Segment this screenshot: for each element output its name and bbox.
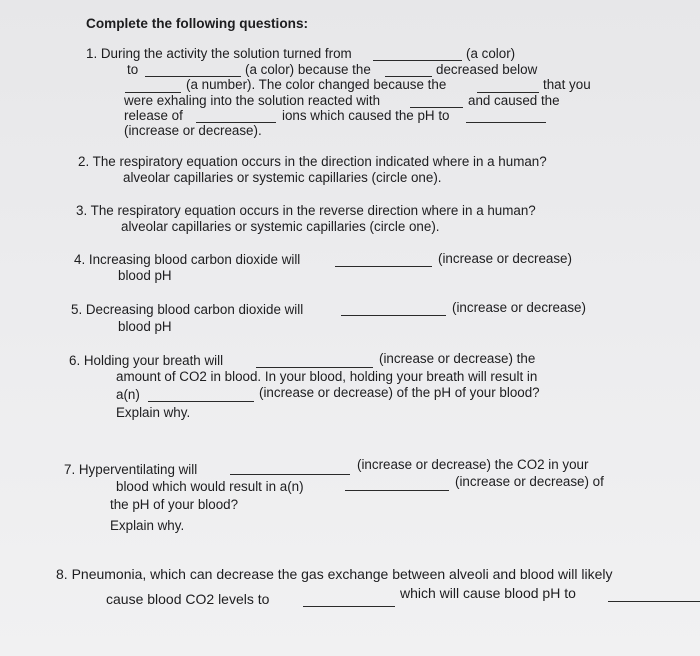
- q1-line3-text: (a number). The color changed because the: [186, 77, 447, 92]
- q6-line1-hint: (increase or decrease) the: [379, 351, 536, 366]
- q1-line3-end: that you: [543, 77, 591, 92]
- q2-line2: alveolar capillaries or systemic capillaries (circle one).: [123, 170, 442, 185]
- q5-line2: blood pH: [118, 319, 172, 334]
- q5-answer-blank[interactable]: [341, 315, 446, 316]
- q4-answer-blank[interactable]: [335, 266, 432, 267]
- q4-line1-hint: (increase or decrease): [438, 251, 572, 266]
- q8-line2-text: cause blood CO2 levels to: [106, 591, 270, 607]
- q7-line1-hint: (increase or decrease) the CO2 in your: [357, 457, 589, 472]
- q3-line1: 3. The respiratory equation occurs in the reverse direction where in a human?: [76, 203, 536, 218]
- q1-line5-text: release of: [124, 108, 183, 123]
- q6-line4: Explain why.: [116, 405, 191, 420]
- q1-line5-mid: ions which caused the pH to: [282, 108, 450, 123]
- q1-ph-change-blank[interactable]: [466, 122, 546, 123]
- q6-line2: amount of CO2 in blood. In your blood, holding your breath will result in: [116, 369, 538, 384]
- q1-line1-hint: (a color): [466, 46, 516, 61]
- q4-line1-text: 4. Increasing blood carbon dioxide will: [74, 252, 301, 267]
- q5-line1-hint: (increase or decrease): [452, 300, 586, 315]
- q8-line2-mid: which will cause blood pH to: [400, 585, 576, 601]
- q1-line1-text: 1. During the activity the solution turned from: [86, 46, 352, 61]
- q1-line6-text: (increase or decrease).: [124, 123, 262, 138]
- q7-line1-text: 7. Hyperventilating will: [64, 462, 198, 477]
- worksheet-title: Complete the following questions:: [86, 16, 309, 31]
- q1-color-start-blank[interactable]: [373, 60, 462, 61]
- q6-line3-text: a(n): [116, 387, 140, 402]
- q6-line1-text: 6. Holding your breath will: [69, 353, 224, 368]
- q7-ph-blank[interactable]: [345, 490, 449, 491]
- q1-line2-text: (a color) because the: [245, 62, 371, 77]
- q7-co2-blank[interactable]: [230, 474, 350, 475]
- q8-co2-blank[interactable]: [303, 606, 395, 607]
- q5-line1-text: 5. Decreasing blood carbon dioxide will: [71, 302, 304, 317]
- q7-line2-text: blood which would result in a(n): [116, 479, 304, 494]
- q1-line2-end: decreased below: [436, 62, 538, 77]
- q6-line3-hint: (increase or decrease) of the pH of your blood?: [259, 385, 540, 400]
- q1-line2-to: to: [127, 62, 139, 77]
- q2-line1: 2. The respiratory equation occurs in the direction indicated where in a human?: [78, 154, 547, 169]
- q4-line2: blood pH: [118, 268, 172, 283]
- q6-ph-blank[interactable]: [148, 401, 254, 402]
- q7-line2-hint: (increase or decrease) of: [455, 474, 604, 489]
- q6-co2-blank[interactable]: [256, 367, 373, 368]
- q3-line2: alveolar capillaries or systemic capillaries (circle one).: [121, 219, 440, 234]
- q8-ph-blank[interactable]: [608, 601, 700, 602]
- q8-line1: 8. Pneumonia, which can decrease the gas exchange between alveoli and blood will likely: [56, 566, 613, 582]
- q1-line4-text: were exhaling into the solution reacted with: [124, 93, 381, 108]
- q1-line4-end: and caused the: [468, 93, 560, 108]
- q7-line3: the pH of your blood?: [110, 497, 239, 512]
- q7-line4: Explain why.: [110, 518, 185, 533]
